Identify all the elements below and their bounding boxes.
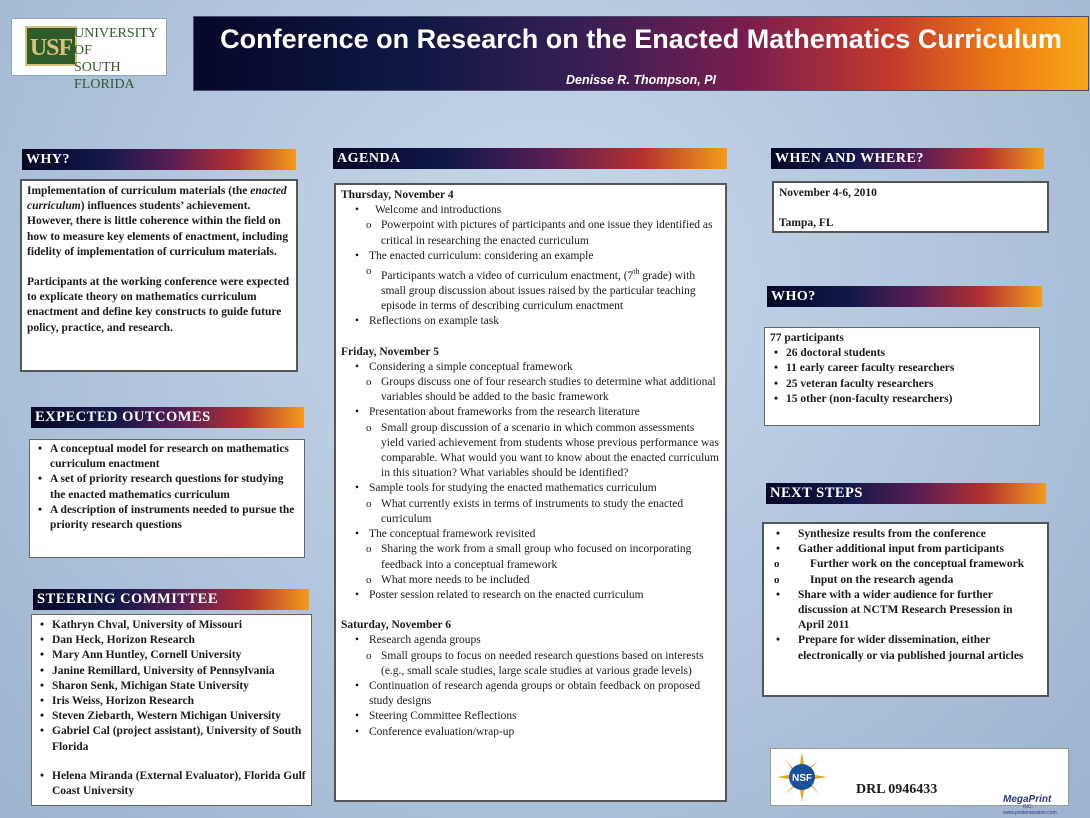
outcomes-list xyxy=(34,442,300,533)
list-item: • Gather additional input from participants o Further work on the conceptual framework o Input on the research agenda xyxy=(772,542,1039,588)
list-item: o What currently exists in terms of instruments to study the enacted curriculum xyxy=(341,497,720,527)
list-item: o Powerpoint with pictures of participants and one issue they identified as critical in researching the enacted curriculum xyxy=(341,218,720,248)
why-section xyxy=(20,179,298,372)
list-item: • Sample tools for studying the enacted mathematics curriculum o What currently exists in terms of instruments to study the enacted curriculum xyxy=(341,481,720,527)
agenda-section xyxy=(334,183,727,802)
usf-logo xyxy=(11,18,167,92)
why-paragraph-2: Participants at the working conference were expected to explicate theory on mathematics curriculum enactment and define key constructs to guide future policy, practice, and research. xyxy=(27,276,290,334)
nsf-logo xyxy=(777,752,827,802)
agenda-day-friday: Friday, November 5 xyxy=(341,345,439,358)
list-item: • Poster session related to research on the enacted curriculum xyxy=(341,588,720,603)
agenda-day-saturday: Saturday, November 6 xyxy=(341,619,451,632)
list-item: o Further work on the conceptual framework xyxy=(772,557,1039,572)
event-dates: November 4-6, 2010 xyxy=(779,187,877,199)
poster-title: Conference on Research on the Enacted Mathematics Curriculum xyxy=(220,24,1062,54)
usf-logo-mark: USF xyxy=(25,26,77,66)
list-item: • Continuation of research agenda groups or obtain feedback on proposed study designs xyxy=(341,679,720,709)
poster-subtitle: Denisse R. Thompson, PI xyxy=(565,73,717,87)
who-heading: WHO? xyxy=(767,286,1042,307)
usf-logo-text: UNIVERSITY OF SOUTH FLORIDA xyxy=(74,26,158,92)
agenda-day-thursday: Thursday, November 4 xyxy=(341,189,454,201)
list-item: o Sharing the work from a small group who focused on incorporating feedback into a conceptual framework xyxy=(341,542,720,572)
next-steps-heading: NEXT STEPS xyxy=(766,483,1046,504)
list-item: • Considering a simple conceptual framework o Groups discuss one of four research studies to determine what additional variables should be added to the basic framework xyxy=(341,360,720,406)
list-item: • Welcome and introductions o Powerpoint with pictures of participants and one issue they identified as critical in researching the enacted curriculum xyxy=(341,203,720,249)
list-item: • Research agenda groups o Small groups to focus on needed research questions based on interests (e.g., small scale studies, large scale studies at various grade levels) xyxy=(341,633,720,679)
list-item: • Synthesize results from the conference xyxy=(772,527,1039,542)
expected-outcomes-section xyxy=(29,439,305,558)
list-item: • Gabriel Cal (project assistant), University of South Florida xyxy=(36,724,307,754)
expected-outcomes-heading: EXPECTED OUTCOMES xyxy=(31,407,304,428)
list-item: • Helena Miranda (External Evaluator), Florida Gulf Coast University xyxy=(36,769,307,799)
who-section xyxy=(764,327,1040,426)
list-item: • Prepare for wider dissemination, either electronically or via published journal articles xyxy=(772,633,1039,663)
when-where-heading: WHEN AND WHERE? xyxy=(771,148,1044,169)
steering-committee-section xyxy=(31,614,312,806)
svg-text:NSF: NSF xyxy=(792,773,812,784)
next-steps-section xyxy=(762,522,1049,697)
event-location: Tampa, FL xyxy=(779,217,834,230)
list-item: o Groups discuss one of four research studies to determine what additional variables should be added to the basic framework xyxy=(341,375,720,405)
list-item: • 26 doctoral students xyxy=(770,346,1034,361)
list-item: • A description of instruments needed to pursue the priority research questions xyxy=(34,503,300,533)
list-item: • Sharon Senk, Michigan State University xyxy=(36,679,307,694)
list-item: • Janine Remillard, University of Pennsylvania xyxy=(36,664,307,679)
list-item: • Share with a wider audience for further discussion at NCTM Research Presession in April 2011 xyxy=(772,588,1039,634)
when-where-section xyxy=(772,181,1049,233)
list-item: • Kathryn Chval, University of Missouri xyxy=(36,618,307,633)
agenda-heading: AGENDA xyxy=(333,148,727,169)
why-heading: WHY? xyxy=(22,149,296,170)
list-item: • Reflections on example task xyxy=(341,314,720,329)
why-paragraph-1: Implementation of curriculum materials (the enacted curriculum) influences students’ achievement. However, there is little coherence within the field on how to measure key elements of enactment, including fidelity of implementation of curriculum materials. xyxy=(27,185,289,258)
list-item: o Input on the research agenda xyxy=(772,573,1039,588)
list-item: • Conference evaluation/wrap-up xyxy=(341,725,720,740)
list-item: • The conceptual framework revisited o Sharing the work from a small group who focused on incorporating feedback into a conceptual framework o What more needs to be included xyxy=(341,527,720,588)
list-item: • A set of priority research questions for studying the enacted mathematics curriculum xyxy=(34,472,300,502)
list-item: o Small group discussion of a scenario in which common assessments yield varied achievement from students whose previous performance was comparable. What would you want to know about the enacted curriculum in this situation? What variables should be identified? xyxy=(341,421,720,482)
committee-list xyxy=(36,618,307,799)
list-item: • The enacted curriculum: considering an example o Participants watch a video of curriculum enactment, (7th grade) with small group discussion about issues raised by the particular teaching episode in terms of describing curriculum enactment xyxy=(341,249,720,315)
list-item: • 25 veteran faculty researchers xyxy=(770,377,1034,392)
list-item: • Steven Ziebarth, Western Michigan University xyxy=(36,709,307,724)
list-item: • Presentation about frameworks from the research literature o Small group discussion of a scenario in which common assessments yield varied achievement from students whose previous performance was comparable. What would you want to know about the enacted curriculum in this situation? What variables should be identified? xyxy=(341,405,720,481)
list-item: o What more needs to be included xyxy=(341,573,720,588)
list-item: o Small groups to focus on needed research questions based on interests (e.g., small scale studies, large scale studies at various grade levels) xyxy=(341,649,720,679)
steering-committee-heading: STEERING COMMITTEE xyxy=(33,589,309,610)
participant-total: 77 participants xyxy=(770,332,844,344)
list-item: • Dan Heck, Horizon Research xyxy=(36,633,307,648)
title-banner xyxy=(193,16,1089,91)
list-item: • A conceptual model for research on mathematics curriculum enactment xyxy=(34,442,300,472)
list-item: • Iris Weiss, Horizon Research xyxy=(36,694,307,709)
participant-list xyxy=(770,346,1034,407)
list-item: • 11 early career faculty researchers xyxy=(770,361,1034,376)
list-item: o Participants watch a video of curriculum enactment, (7th grade) with small group discussion about issues raised by the particular teaching episode in terms of describing curriculum enactment xyxy=(341,264,720,314)
megaprint-logo: MegaPrint INC. www.postersession.com xyxy=(1003,794,1057,816)
list-item: • 15 other (non-faculty researchers) xyxy=(770,392,1034,407)
grant-number: DRL 0946433 xyxy=(856,782,938,797)
list-item: • Steering Committee Reflections xyxy=(341,709,720,724)
list-item: • Mary Ann Huntley, Cornell University xyxy=(36,648,307,663)
